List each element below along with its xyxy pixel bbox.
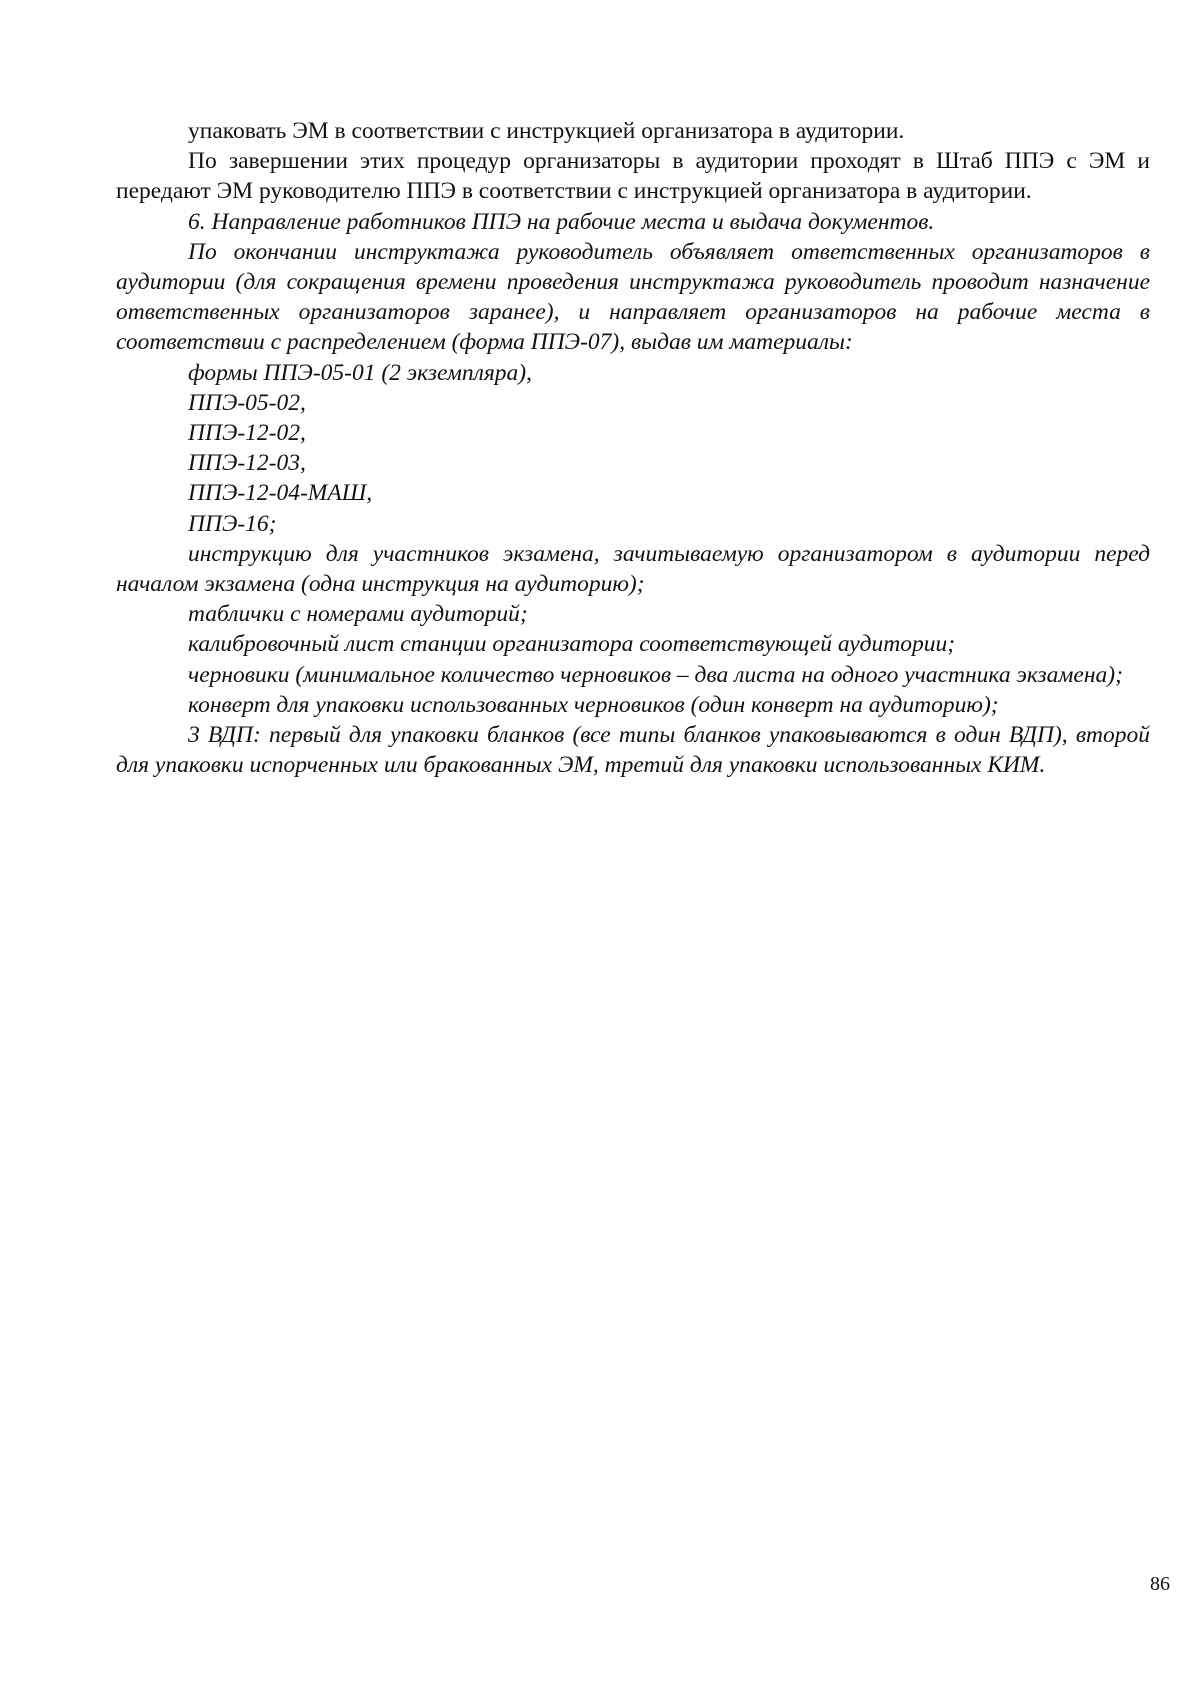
list-item-form-16: ППЭ-16; xyxy=(188,510,277,537)
paragraph-briefing-end: По окончании инструктажа руководитель объявляет ответственных организаторов в аудитории (для сокращения времени проведения инструктажа руководитель проводит назначение ответственных организаторов заранее), и направляет организаторов на рабочие места в соответствии с распределением (форма ППЭ-07), выдав им материалы: xyxy=(116,238,1150,356)
list-item-vdp: 3 ВДП: первый для упаковки бланков (все типы бланков упаковываются в один ВДП), второй для упаковки испорченных или бракованных ЭМ, третий для упаковки использованных КИМ. xyxy=(116,722,1150,779)
list-item-form-12-02: ППЭ-12-02, xyxy=(188,420,306,447)
page-number: 86 xyxy=(1150,1573,1170,1595)
list-item-room-signs: таблички с номерами аудиторий; xyxy=(188,601,528,628)
list-item-instruction: инструкцию для участников экзамена, зачитываемую организатором в аудитории перед началом экзамена (одна инструкция на аудиторию); xyxy=(116,540,1150,598)
list-item-form-12-04: ППЭ-12-04-МАШ, xyxy=(188,480,373,507)
list-item-drafts: черновики (минимальное количество черновиков – два листа на одного участника экзамена); xyxy=(188,661,1123,688)
section-heading-6: 6. Направление работников ППЭ на рабочие места и выдача документов. xyxy=(188,208,935,235)
paragraph-after-procedures: По завершении этих процедур организаторы в аудитории проходят в Штаб ППЭ с ЭМ и передают ЭМ руководителю ППЭ в соответствии с инструкцией организатора в аудитории. xyxy=(116,148,1150,205)
list-item-form-05-02: ППЭ-05-02, xyxy=(188,389,306,416)
list-item-calibration-sheet: калибровочный лист станции организатора соответствующей аудитории; xyxy=(188,631,956,658)
document-body xyxy=(116,116,1150,780)
list-item-form-05-01: формы ППЭ-05-01 (2 экземпляра), xyxy=(188,359,532,386)
paragraph-pack-materials: упаковать ЭМ в соответствии с инструкцией организатора в аудитории. xyxy=(188,118,905,144)
list-item-form-12-03: ППЭ-12-03, xyxy=(188,450,306,477)
list-item-envelope: конверт для упаковки использованных черновиков (один конверт на аудиторию); xyxy=(188,691,999,718)
